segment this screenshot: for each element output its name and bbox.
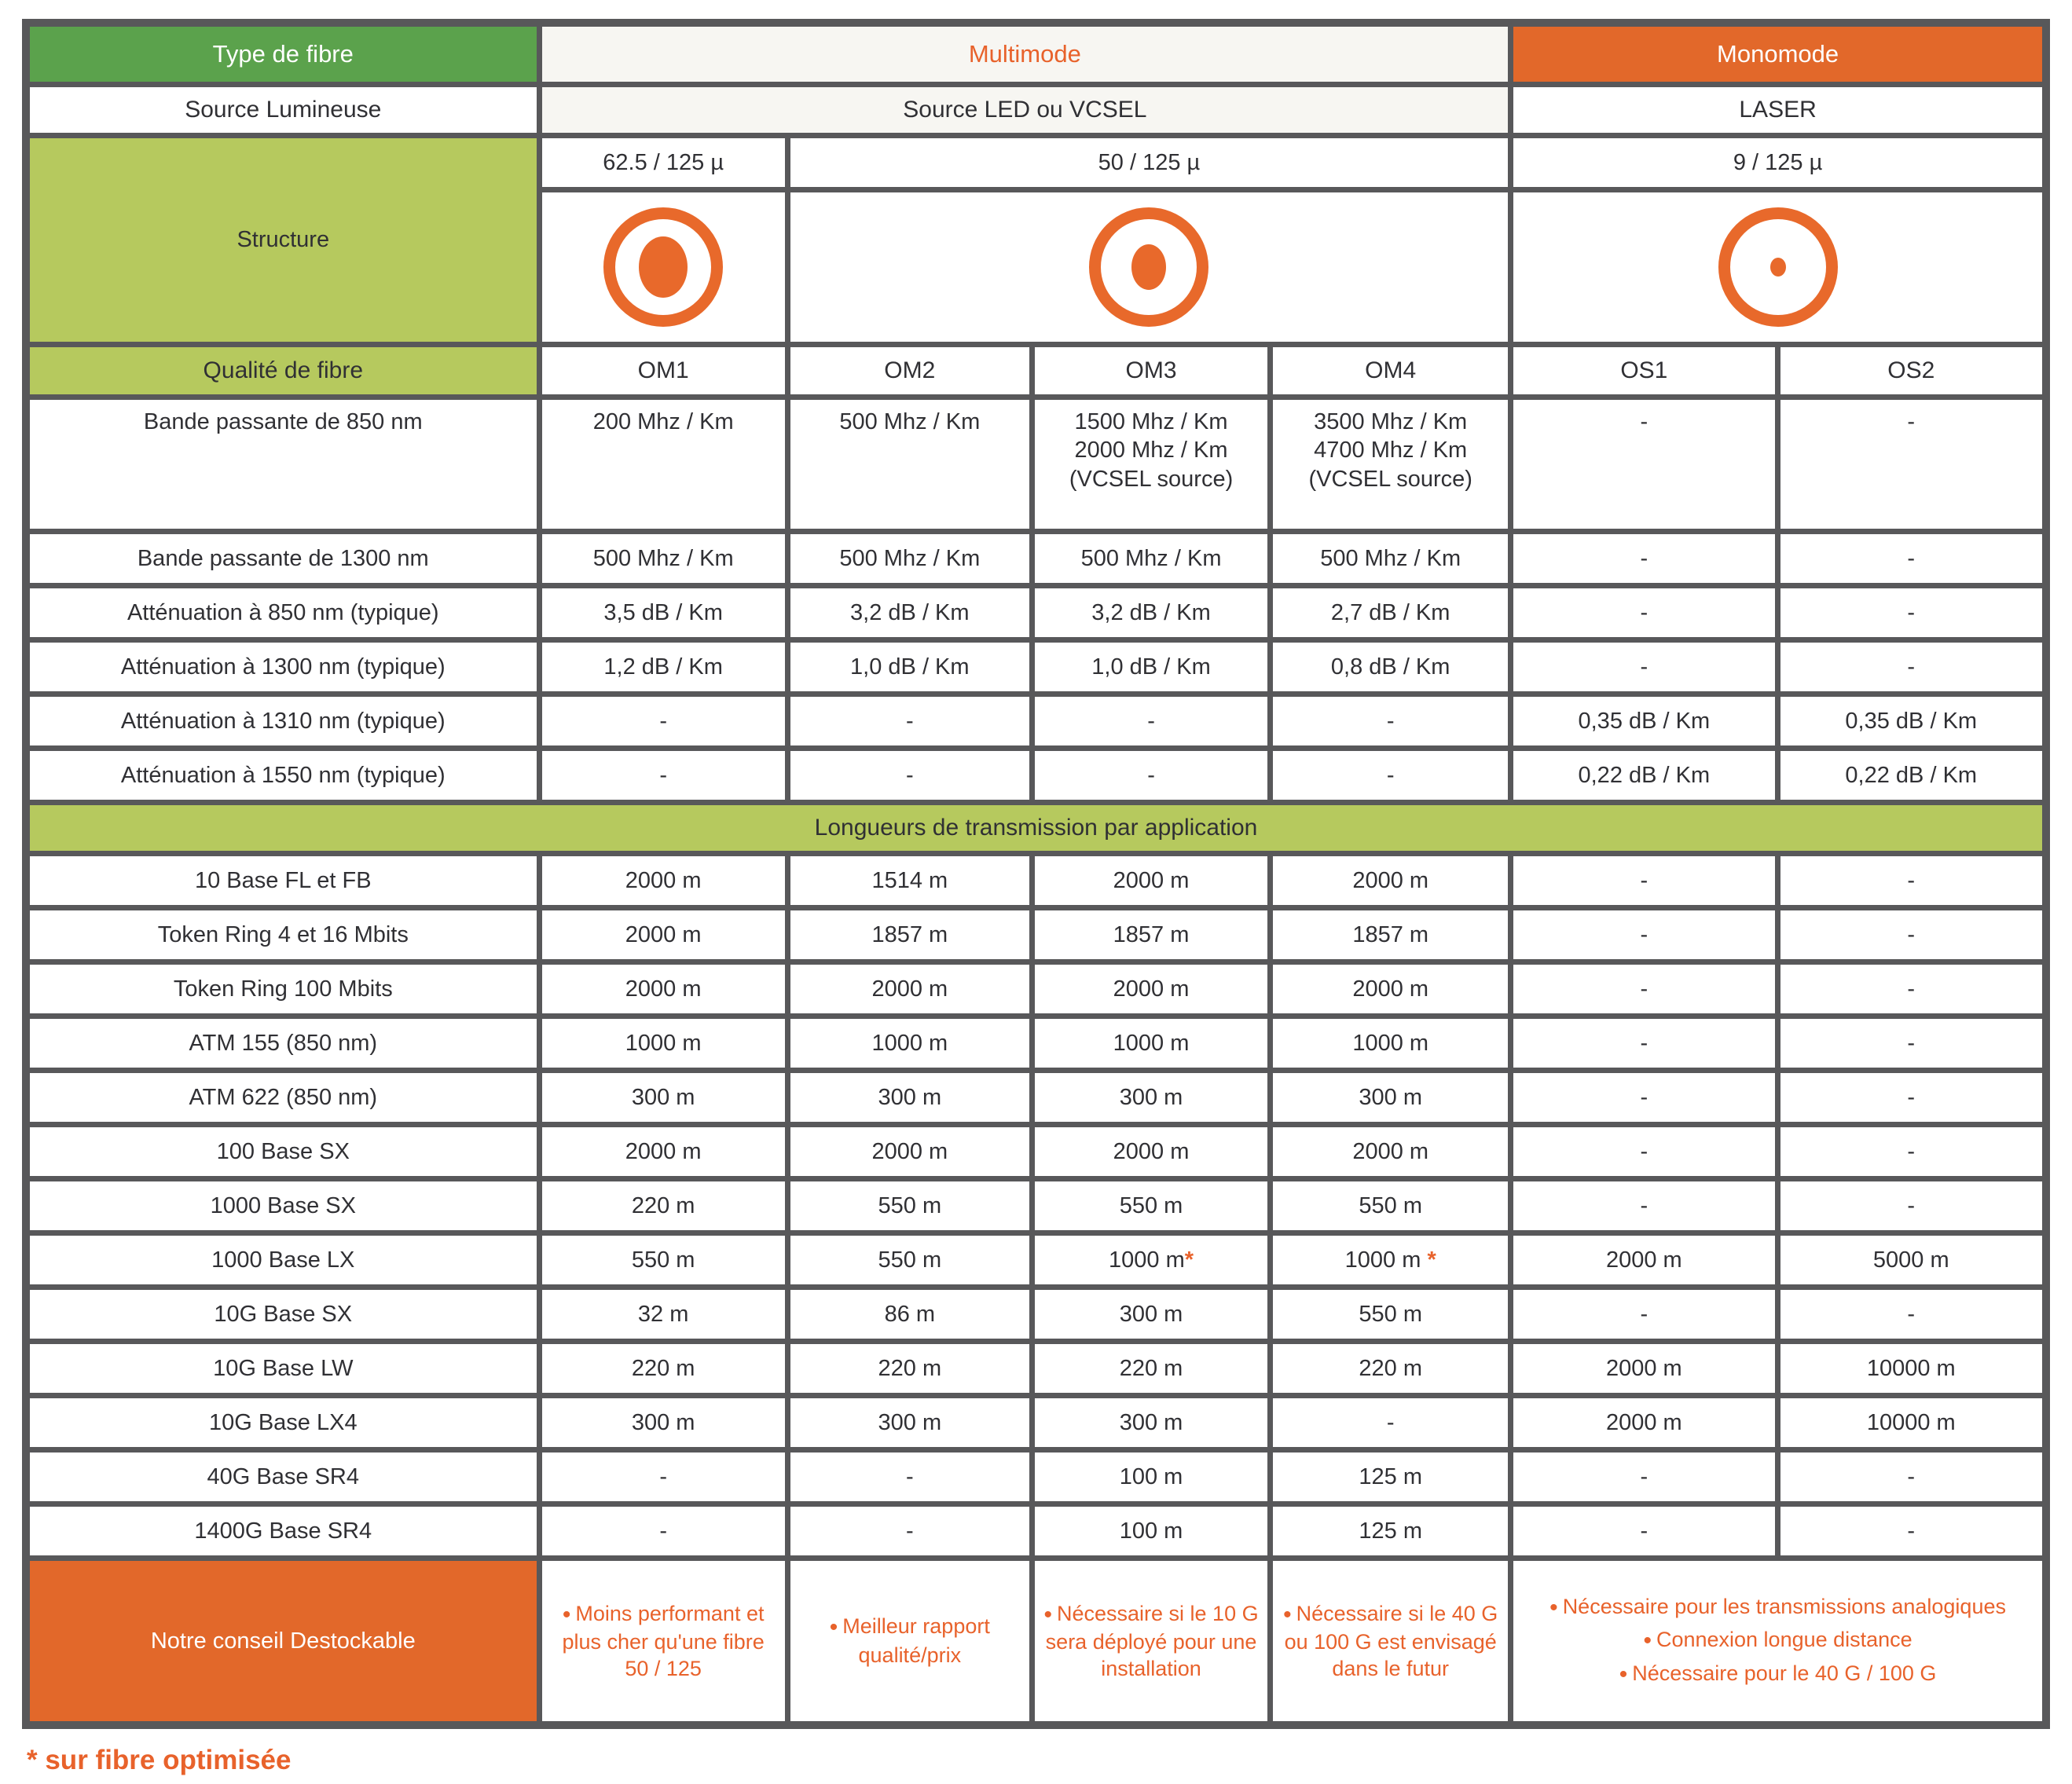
cell-om4: 1857 m — [1271, 908, 1511, 962]
row-label: Token Ring 100 Mbits — [26, 962, 539, 1017]
cell-om2: 550 m — [787, 1179, 1032, 1233]
cell-os2: 5000 m — [1777, 1233, 2046, 1288]
size-50-label: 50 / 125 µ — [787, 136, 1510, 190]
table-row-quality — [26, 345, 2046, 397]
cell-om3: 500 Mhz / Km — [1032, 532, 1270, 586]
cell-om2: 86 m — [787, 1288, 1032, 1342]
cell-om3: 3,2 dB / Km — [1032, 586, 1270, 640]
cell-om4: 2000 m — [1271, 854, 1511, 908]
bullet-icon: • — [1643, 1628, 1652, 1654]
cell-om1: 550 m — [539, 1233, 787, 1288]
fiber-cross-section-9-icon — [1718, 207, 1838, 327]
cell-os1: 2000 m — [1511, 1396, 1777, 1450]
row-label: 10G Base LX4 — [26, 1396, 539, 1450]
cell-om2: 300 m — [787, 1396, 1032, 1450]
cell-om4: 1000 m — [1271, 1017, 1511, 1071]
quality-header-om3: OM3 — [1032, 345, 1270, 397]
cell-os2: - — [1777, 640, 2046, 694]
row-label: 40G Base SR4 — [26, 1450, 539, 1504]
cell-os1: 0,22 dB / Km — [1511, 749, 1777, 803]
section-header-longueurs: Longueurs de transmission par application — [26, 803, 2046, 854]
table-row — [26, 586, 2046, 640]
advice-om4 — [1271, 1559, 1511, 1726]
table-row-source — [26, 85, 2046, 136]
cell-om3: 300 m — [1032, 1396, 1270, 1450]
cell-om1: 3,5 dB / Km — [539, 586, 787, 640]
cell-om1: 2000 m — [539, 908, 787, 962]
cell-om1: 2000 m — [539, 1125, 787, 1179]
cell-om1: 2000 m — [539, 854, 787, 908]
cell-om3: 1,0 dB / Km — [1032, 640, 1270, 694]
asterisk-marker: * — [1427, 1247, 1436, 1273]
cell-om1: 2000 m — [539, 962, 787, 1017]
cell-os2: - — [1777, 1071, 2046, 1125]
cell-om1: - — [539, 749, 787, 803]
cell-os2: 0,22 dB / Km — [1777, 749, 2046, 803]
table-row-type — [26, 23, 2046, 85]
cell-om2: - — [787, 1450, 1032, 1504]
cell-om2: 2000 m — [787, 1125, 1032, 1179]
cell-os1: - — [1511, 854, 1777, 908]
cell-os1: - — [1511, 962, 1777, 1017]
source-lumineuse-label: Source Lumineuse — [26, 85, 539, 136]
cell-os2: - — [1777, 397, 2046, 532]
advice-line: • Nécessaire si le 40 G ou 100 G est envisagé dans le futur — [1283, 1601, 1498, 1680]
table-row — [26, 640, 2046, 694]
qualite-de-fibre-label: Qualité de fibre — [26, 345, 539, 397]
quality-header-om4: OM4 — [1271, 345, 1511, 397]
size-9-label: 9 / 125 µ — [1511, 136, 2046, 190]
cell-om2: - — [787, 694, 1032, 749]
cell-os2: - — [1777, 1450, 2046, 1504]
bullet-icon: • — [829, 1614, 838, 1641]
advice-om2 — [787, 1559, 1032, 1726]
advice-line: • Moins performant et plus cher qu'une fibre 50 / 125 — [562, 1601, 765, 1680]
cell-om4: 125 m — [1271, 1504, 1511, 1559]
cell-om3: 220 m — [1032, 1342, 1270, 1396]
table-row — [26, 854, 2046, 908]
cell-om1: 1,2 dB / Km — [539, 640, 787, 694]
cell-os2: - — [1777, 1179, 2046, 1233]
table-row — [26, 1179, 2046, 1233]
advice-line: • Connexion longue distance — [1643, 1628, 1912, 1654]
advice-om1 — [539, 1559, 787, 1726]
bullet-icon: • — [1549, 1594, 1558, 1621]
table-row-fiber-size — [26, 136, 2046, 190]
cell-os1: - — [1511, 1017, 1777, 1071]
cell-om3: 300 m — [1032, 1071, 1270, 1125]
table-row-section-header — [26, 803, 2046, 854]
cell-om4: 550 m — [1271, 1179, 1511, 1233]
cell-os1: - — [1511, 640, 1777, 694]
cell-om3: 2000 m — [1032, 854, 1270, 908]
table-row — [26, 1288, 2046, 1342]
cell-om3: 1500 Mhz / Km 2000 Mhz / Km (VCSEL source) — [1032, 397, 1270, 532]
row-label: 1400G Base SR4 — [26, 1504, 539, 1559]
cell-om4: 2000 m — [1271, 962, 1511, 1017]
cell-om2: 550 m — [787, 1233, 1032, 1288]
cell-om4: - — [1271, 1396, 1511, 1450]
advice-om3 — [1032, 1559, 1270, 1726]
cell-os2: - — [1777, 908, 2046, 962]
table-row — [26, 694, 2046, 749]
cell-om4: - — [1271, 749, 1511, 803]
cell-om3: 2000 m — [1032, 1125, 1270, 1179]
cell-om3: 300 m — [1032, 1288, 1270, 1342]
fiber-core-62 — [639, 236, 688, 298]
quality-header-om1: OM1 — [539, 345, 787, 397]
structure-cell-9 — [1511, 190, 2046, 345]
cell-om2: 1857 m — [787, 908, 1032, 962]
cell-om1: 32 m — [539, 1288, 787, 1342]
advice-monomode — [1511, 1559, 2046, 1726]
row-label: 10 Base FL et FB — [26, 854, 539, 908]
cell-os1: - — [1511, 1288, 1777, 1342]
cell-om4: 2000 m — [1271, 1125, 1511, 1179]
cell-os2: - — [1777, 586, 2046, 640]
source-monomode-value: LASER — [1511, 85, 2046, 136]
cell-os1: 2000 m — [1511, 1342, 1777, 1396]
cell-om1: - — [539, 1504, 787, 1559]
cell-om3: 100 m — [1032, 1504, 1270, 1559]
cell-os2: - — [1777, 1288, 2046, 1342]
structure-cell-62 — [539, 190, 787, 345]
type-de-fibre-header: Type de fibre — [26, 23, 539, 85]
cell-os2: - — [1777, 1125, 2046, 1179]
cell-om4: 125 m — [1271, 1450, 1511, 1504]
asterisk-marker: * — [1184, 1247, 1194, 1273]
table-row — [26, 1017, 2046, 1071]
cell-om1: - — [539, 694, 787, 749]
cell-om1: 500 Mhz / Km — [539, 532, 787, 586]
cell-om3: 1857 m — [1032, 908, 1270, 962]
cell-om2: - — [787, 749, 1032, 803]
row-label: ATM 155 (850 nm) — [26, 1017, 539, 1071]
cell-os1: - — [1511, 1504, 1777, 1559]
cell-om2: 220 m — [787, 1342, 1032, 1396]
cell-om1: 300 m — [539, 1071, 787, 1125]
cell-om2: 2000 m — [787, 962, 1032, 1017]
cell-os1: - — [1511, 1071, 1777, 1125]
cell-os2: - — [1777, 532, 2046, 586]
row-label: 10G Base LW — [26, 1342, 539, 1396]
cell-os2: - — [1777, 1017, 2046, 1071]
cell-om4: 550 m — [1271, 1288, 1511, 1342]
row-label: Token Ring 4 et 16 Mbits — [26, 908, 539, 962]
table-row — [26, 1450, 2046, 1504]
bullet-icon: • — [1619, 1661, 1628, 1687]
cell-om1: 300 m — [539, 1396, 787, 1450]
quality-header-os2: OS2 — [1777, 345, 2046, 397]
cell-om4: 500 Mhz / Km — [1271, 532, 1511, 586]
cell-om3: 100 m — [1032, 1450, 1270, 1504]
cell-os1: - — [1511, 397, 1777, 532]
row-label: Atténuation à 1550 nm (typique) — [26, 749, 539, 803]
row-label: 100 Base SX — [26, 1125, 539, 1179]
cell-os2: - — [1777, 962, 2046, 1017]
cell-om3: 2000 m — [1032, 962, 1270, 1017]
advice-line: • Meilleur rapport qualité/prix — [829, 1614, 990, 1667]
fiber-core-9 — [1770, 258, 1786, 277]
advice-line: • Nécessaire pour le 40 G / 100 G — [1619, 1661, 1937, 1687]
table-row — [26, 749, 2046, 803]
notre-conseil-label: Notre conseil Destockable — [26, 1559, 539, 1726]
cell-om3: - — [1032, 749, 1270, 803]
cell-os2: 10000 m — [1777, 1396, 2046, 1450]
cell-om2: 3,2 dB / Km — [787, 586, 1032, 640]
cell-om2: 1514 m — [787, 854, 1032, 908]
row-label: Atténuation à 1310 nm (typique) — [26, 694, 539, 749]
cell-om2: 500 Mhz / Km — [787, 532, 1032, 586]
cell-os1: - — [1511, 1179, 1777, 1233]
cell-os1: 2000 m — [1511, 1233, 1777, 1288]
cell-om1: 1000 m — [539, 1017, 787, 1071]
table-row-advice — [26, 1559, 2046, 1726]
cell-os1: - — [1511, 532, 1777, 586]
fiber-cross-section-50-icon — [1089, 207, 1208, 327]
advice-line: • Nécessaire si le 10 G sera déployé pour une installation — [1043, 1601, 1259, 1680]
fiber-cross-section-62-icon — [603, 207, 723, 327]
cell-om4: 1000 m * — [1271, 1233, 1511, 1288]
row-label: 1000 Base LX — [26, 1233, 539, 1288]
table-row — [26, 397, 2046, 532]
cell-om4: 220 m — [1271, 1342, 1511, 1396]
footnote: * sur fibre optimisée — [27, 1745, 292, 1775]
bullet-icon: • — [562, 1601, 571, 1628]
advice-line: • Nécessaire pour les transmissions analogiques — [1549, 1594, 2006, 1621]
row-label: Atténuation à 850 nm (typique) — [26, 586, 539, 640]
cell-om2: 500 Mhz / Km — [787, 397, 1032, 532]
row-label: Bande passante de 850 nm — [26, 397, 539, 532]
structure-label: Structure — [26, 136, 539, 345]
cell-om2: 300 m — [787, 1071, 1032, 1125]
cell-om2: 1,0 dB / Km — [787, 640, 1032, 694]
cell-om2: - — [787, 1504, 1032, 1559]
source-multimode-value: Source LED ou VCSEL — [539, 85, 1511, 136]
cell-om1: 220 m — [539, 1179, 787, 1233]
row-label: 1000 Base SX — [26, 1179, 539, 1233]
table-row — [26, 532, 2046, 586]
structure-cell-50 — [787, 190, 1510, 345]
cell-om4: 0,8 dB / Km — [1271, 640, 1511, 694]
cell-os2: - — [1777, 1504, 2046, 1559]
cell-os1: - — [1511, 1125, 1777, 1179]
cell-os1: 0,35 dB / Km — [1511, 694, 1777, 749]
cell-om1: - — [539, 1450, 787, 1504]
table-row — [26, 1071, 2046, 1125]
table-row — [26, 908, 2046, 962]
cell-om1: 220 m — [539, 1342, 787, 1396]
row-label: Bande passante de 1300 nm — [26, 532, 539, 586]
bullet-icon: • — [1283, 1601, 1292, 1628]
cell-os2: - — [1777, 854, 2046, 908]
row-label: 10G Base SX — [26, 1288, 539, 1342]
cell-os1: - — [1511, 1450, 1777, 1504]
cell-om3: 1000 m — [1032, 1017, 1270, 1071]
cell-om1: 200 Mhz / Km — [539, 397, 787, 532]
cell-om4: 3500 Mhz / Km 4700 Mhz / Km (VCSEL source) — [1271, 397, 1511, 532]
cell-om3: - — [1032, 694, 1270, 749]
cell-om4: - — [1271, 694, 1511, 749]
table-row — [26, 1125, 2046, 1179]
row-label: Atténuation à 1300 nm (typique) — [26, 640, 539, 694]
table-row — [26, 1504, 2046, 1559]
size-62-label: 62.5 / 125 µ — [539, 136, 787, 190]
row-label: ATM 622 (850 nm) — [26, 1071, 539, 1125]
cell-om3: 1000 m* — [1032, 1233, 1270, 1288]
cell-os2: 0,35 dB / Km — [1777, 694, 2046, 749]
table-row — [26, 1342, 2046, 1396]
cell-om2: 1000 m — [787, 1017, 1032, 1071]
fiber-core-50 — [1131, 244, 1166, 290]
cell-os1: - — [1511, 586, 1777, 640]
multimode-header: Multimode — [539, 23, 1511, 85]
monomode-header: Monomode — [1511, 23, 2046, 85]
table-row — [26, 962, 2046, 1017]
cell-om3: 550 m — [1032, 1179, 1270, 1233]
quality-header-om2: OM2 — [787, 345, 1032, 397]
cell-os2: 10000 m — [1777, 1342, 2046, 1396]
table-row — [26, 1396, 2046, 1450]
bullet-icon: • — [1043, 1601, 1052, 1628]
fiber-comparison-table — [22, 19, 2050, 1729]
quality-header-os1: OS1 — [1511, 345, 1777, 397]
table-row — [26, 1233, 2046, 1288]
cell-om4: 2,7 dB / Km — [1271, 586, 1511, 640]
cell-os1: - — [1511, 908, 1777, 962]
cell-om4: 300 m — [1271, 1071, 1511, 1125]
